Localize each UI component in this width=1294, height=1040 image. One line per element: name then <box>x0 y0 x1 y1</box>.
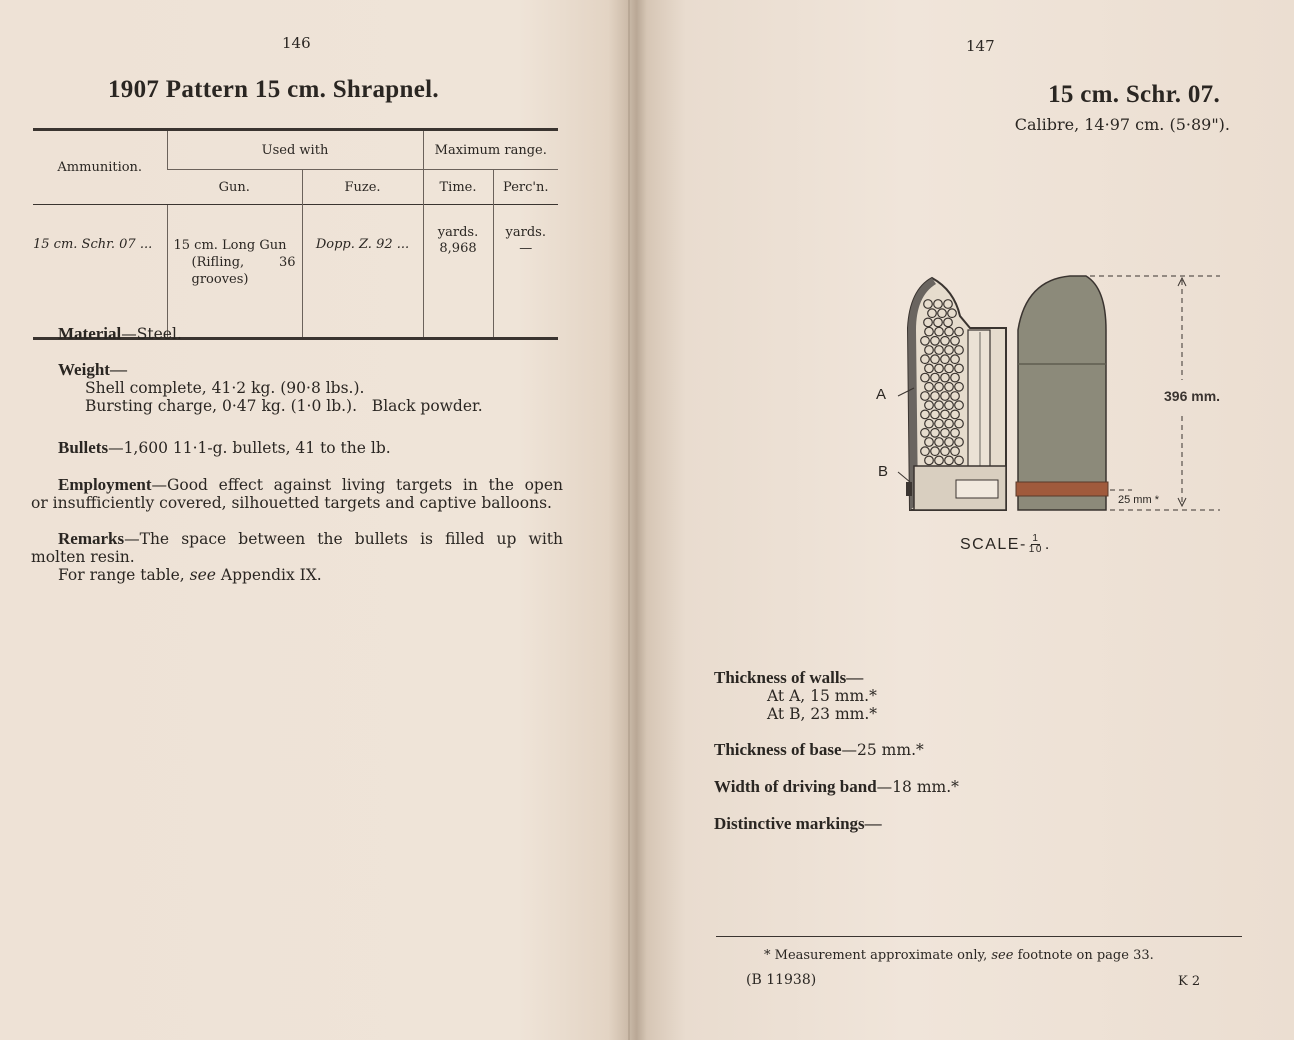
base-text: —25 mm.* <box>841 741 924 759</box>
markings-paragraph <box>714 815 882 833</box>
right-page-title: 15 cm. Schr. 07. <box>1048 81 1220 108</box>
label-b: B <box>878 463 889 480</box>
dim-base-star: * <box>1154 494 1159 506</box>
percn-value: — <box>519 241 533 256</box>
dim-height-label: 396 mm. <box>1164 388 1221 404</box>
table-row <box>33 205 558 339</box>
footnote-suffix: footnote on page 33. <box>1017 948 1154 963</box>
footnote-see: see <box>991 948 1014 963</box>
walls-paragraph <box>714 669 877 723</box>
cell-time <box>423 205 493 339</box>
band-heading: Width of driving band <box>714 777 877 796</box>
employment-line-1 <box>31 476 563 494</box>
scale-fraction <box>1029 534 1043 555</box>
cell-gun <box>167 205 302 339</box>
remarks-line-1 <box>31 530 563 548</box>
header-gun: Gun. <box>167 170 302 205</box>
remarks-heading: Remarks <box>58 529 125 548</box>
shell-section-drawing <box>906 278 1006 510</box>
range-table-line <box>31 566 563 584</box>
dim-base-label <box>1118 494 1159 506</box>
time-unit: yards. <box>437 225 479 240</box>
left-page-number: 146 <box>282 34 311 52</box>
header-fuze: Fuze. <box>302 170 423 205</box>
band-text: —18 mm.* <box>876 778 959 796</box>
gun-line-1: 15 cm. Long Gun <box>173 238 287 253</box>
cell-ammunition: 15 cm. Schr. 07 ... <box>33 205 167 339</box>
shell-diagram <box>870 268 1240 568</box>
employment-paragraph <box>31 476 563 512</box>
footnote-rule <box>716 936 1242 937</box>
weight-line-1: Shell complete, 41·2 kg. (90·8 lbs.). <box>85 379 365 397</box>
ammunition-table <box>33 128 558 340</box>
remarks-text-1: —The space between the bullets is filled up with <box>124 530 563 548</box>
employment-heading: Employment <box>58 475 152 494</box>
range-prefix: For range table, <box>58 566 185 584</box>
material-paragraph <box>58 325 182 343</box>
band-paragraph <box>714 778 959 796</box>
right-page-number: 147 <box>966 37 995 55</box>
calibre-line: Calibre, 14·97 cm. (5·89"). <box>1014 115 1230 134</box>
header-max-range: Maximum range. <box>423 130 558 170</box>
gun-line-3: grooves) <box>191 272 249 287</box>
weight-heading: Weight— <box>58 360 127 379</box>
remarks-text-2: molten resin. <box>31 548 135 566</box>
cell-percn <box>493 205 558 339</box>
label-a: A <box>876 386 887 403</box>
scale-denominator: 10 <box>1028 544 1043 555</box>
time-value: 8,968 <box>439 241 477 256</box>
bullets-paragraph <box>58 439 391 457</box>
remarks-paragraph <box>31 530 563 584</box>
scale-dot: . <box>1044 535 1051 553</box>
footnote <box>764 948 1154 963</box>
scale-numerator: 1 <box>1032 533 1040 544</box>
material-heading: Material <box>58 324 122 343</box>
range-suffix: Appendix IX. <box>220 566 322 584</box>
employment-text-1: —Good effect against living targets in the open <box>151 476 563 494</box>
gun-line-2a: (Rifling, <box>191 255 245 270</box>
walls-heading: Thickness of walls— <box>714 668 864 687</box>
gun-line-2 <box>174 254 302 271</box>
header-used-with: Used with <box>167 130 423 170</box>
leader-b <box>898 472 910 482</box>
range-see: see <box>189 566 216 584</box>
shell-exterior-drawing <box>1016 276 1108 510</box>
dim-base-value: 25 mm <box>1118 494 1152 506</box>
header-ammunition: Ammunition. <box>33 130 167 205</box>
header-percn: Perc'n. <box>493 170 558 205</box>
material-text: —Steel. <box>121 325 182 343</box>
header-time: Time. <box>423 170 493 205</box>
walls-at-a: At A, 15 mm.* <box>767 687 877 705</box>
base-paragraph <box>714 741 924 759</box>
weight-line-2: Bursting charge, 0·47 kg. (1·0 lb.). Black powder. <box>85 397 483 415</box>
scale-label <box>960 534 1051 555</box>
percn-unit: yards. <box>505 225 546 240</box>
scale-prefix: SCALE- <box>960 535 1027 553</box>
bullets-heading: Bullets <box>58 438 109 457</box>
markings-heading: Distinctive markings— <box>714 814 882 833</box>
employment-text-2: or insufficiently covered, silhouetted targets and captive balloons. <box>31 494 552 512</box>
book-gutter <box>628 0 630 1040</box>
left-page-title: 1907 Pattern 15 cm. Shrapnel. <box>108 76 439 103</box>
bullets-text: —1,600 11·1-g. bullets, 41 to the lb. <box>108 439 391 457</box>
walls-at-b: At B, 23 mm.* <box>767 705 878 723</box>
printer-signature: (B 11938) <box>746 972 817 988</box>
sheet-mark: K 2 <box>1178 974 1201 989</box>
base-heading: Thickness of base <box>714 740 842 759</box>
gun-line-2b: 36 <box>278 255 296 270</box>
footnote-prefix: * Measurement approximate only, <box>764 948 988 963</box>
weight-paragraph <box>58 361 483 415</box>
cell-fuze: Dopp. Z. 92 ... <box>302 205 423 339</box>
